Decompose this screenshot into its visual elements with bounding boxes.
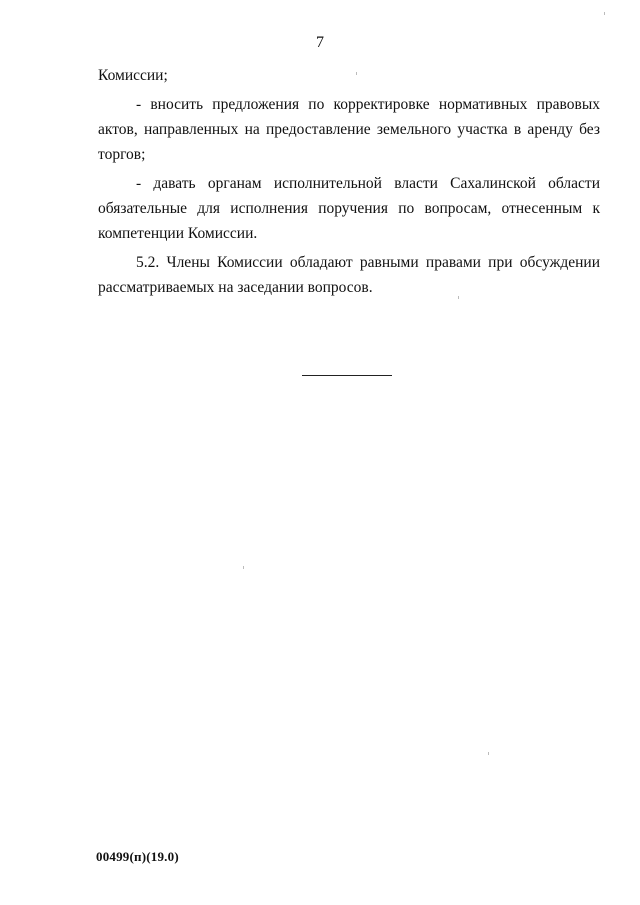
document-body [98,63,600,300]
scan-speck [356,72,357,75]
scan-speck [458,296,459,299]
scan-speck [243,566,244,569]
scan-speck [488,752,489,755]
paragraph-give-instructions: - давать органам исполнительной власти Сахалинской области обязательные для исполнения поручения по вопросам, отнесенным к компетенции Комиссии. [98,175,600,242]
document-code: 00499(п)(19.0) [96,849,179,864]
paragraph-equal-rights: 5.2. Члены Комиссии обладают равными правами при обсуждении рассматриваемых на заседании вопросов. [98,254,600,296]
page-number: 7 [316,34,324,51]
paragraph-propose-amendments: - вносить предложения по корректировке нормативных правовых актов, направленных на предоставление земельного участка в аренду без торгов; [98,96,600,163]
paragraph-commission-end: Комиссии; [98,67,168,84]
end-divider-line [302,375,392,376]
scan-speck [604,12,605,15]
